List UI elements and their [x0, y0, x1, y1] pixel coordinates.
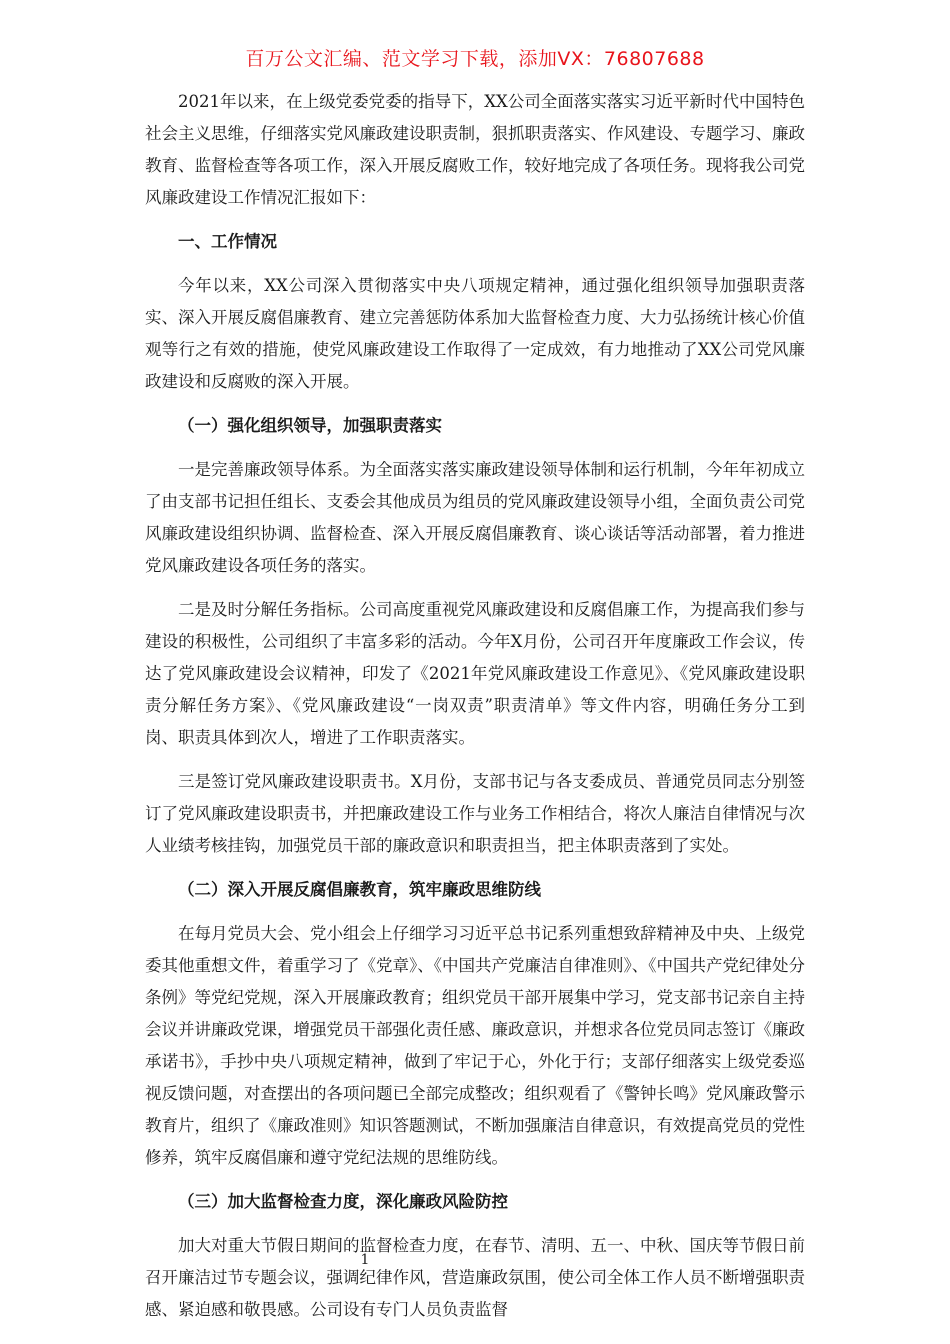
- intro-paragraph: 2021年以来，在上级党委党委的指导下，XX公司全面落实落实习近平新时代中国特色社会主义思维，仔细落实党风廉政建设职责制，狠抓职责落实、作风建设、专题学习、廉政教育、监督检查等各项工作，深入开展反腐败工作，较好地完成了各项任务。现将我公司党风廉政建设工作情况汇报如下：: [145, 92, 805, 207]
- section1-paragraph: 今年以来，XX公司深入贯彻落实中央八项规定精神，通过强化组织领导加强职责落实、深入开展反腐倡廉教育、建立完善惩防体系加大监督检查力度、大力弘扬统计核心价值观等行之有效的措施，使党风廉政建设工作取得了一定成效，有力地推动了XX公司党风廉政建设和反腐败的深入开展。: [145, 276, 805, 391]
- subsection-heading-3: （三）加大监督检查力度，深化廉政风险防控: [178, 1192, 508, 1211]
- document-body: [145, 86, 805, 1338]
- subsection-heading-2: （二）深入开展反腐倡廉教育，筑牢廉政思维防线: [178, 880, 541, 899]
- subsection1-paragraph-2: 二是及时分解任务指标。公司高度重视党风廉政建设和反腐倡廉工作，为提高我们参与建设的积极性，公司组织了丰富多彩的活动。今年X月份，公司召开年度廉政工作会议，传达了党风廉政建设会议精神，印发了《2021年党风廉政建设工作意见》、《党风廉政建设职责分解任务方案》、《党风廉政建设“一岗双责”职责清单》等文件内容，明确任务分工到岗、职责具体到次人，增进了工作职责落实。: [145, 600, 805, 747]
- page-number: 1: [360, 1252, 370, 1268]
- subsection2-paragraph: 在每月党员大会、党小组会上仔细学习习近平总书记系列重想致辞精神及中央、上级党委其他重想文件，着重学习了《党章》、《中国共产党廉洁自律准则》、《中国共产党纪律处分条例》等党纪党规，深入开展廉政教育；组织党员干部开展集中学习，党支部书记亲自主持会议并讲廉政党课，增强党员干部强化责任感、廉政意识，并想求各位党员同志签订《廉政承诺书》，手抄中央八项规定精神，做到了牢记于心，外化于行；支部仔细落实上级党委巡视反馈问题，对查摆出的各项问题已全部完成整改；组织观看了《警钟长鸣》党风廉政警示教育片，组织了《廉政准则》知识答题测试，不断加强廉洁自律意识，有效提高党员的党性修养，筑牢反腐倡廉和遵守党纪法规的思维防线。: [145, 924, 805, 1167]
- header-banner: 百万公文汇编、范文学习下载，添加VX：76807688: [245, 48, 705, 70]
- section-heading-work-status: 一、工作情况: [178, 232, 277, 251]
- subsection1-paragraph-1: 一是完善廉政领导体系。为全面落实落实廉政建设领导体制和运行机制，今年年初成立了由支部书记担任组长、支委会其他成员为组员的党风廉政建设领导小组，全面负责公司党风廉政建设组织协调、监督检查、深入开展反腐倡廉教育、谈心谈话等活动部署，着力推进党风廉政建设各项任务的落实。: [145, 460, 805, 575]
- subsection3-paragraph: 加大对重大节假日期间的监督检查力度，在春节、清明、五一、中秋、国庆等节假日前召开廉洁过节专题会议，强调纪律作风，营造廉政氛围，使公司全体工作人员不断增强职责感、紧迫感和敬畏感。公司设有专门人员负责监督: [145, 1236, 805, 1319]
- subsection1-paragraph-3: 三是签订党风廉政建设职责书。X月份，支部书记与各支委成员、普通党员同志分别签订了党风廉政建设职责书，并把廉政建设工作与业务工作相结合，将次人廉洁自律情况与次人业绩考核挂钩，加强党员干部的廉政意识和职责担当，把主体职责落到了实处。: [145, 772, 805, 855]
- subsection-heading-1: （一）强化组织领导，加强职责落实: [178, 416, 442, 435]
